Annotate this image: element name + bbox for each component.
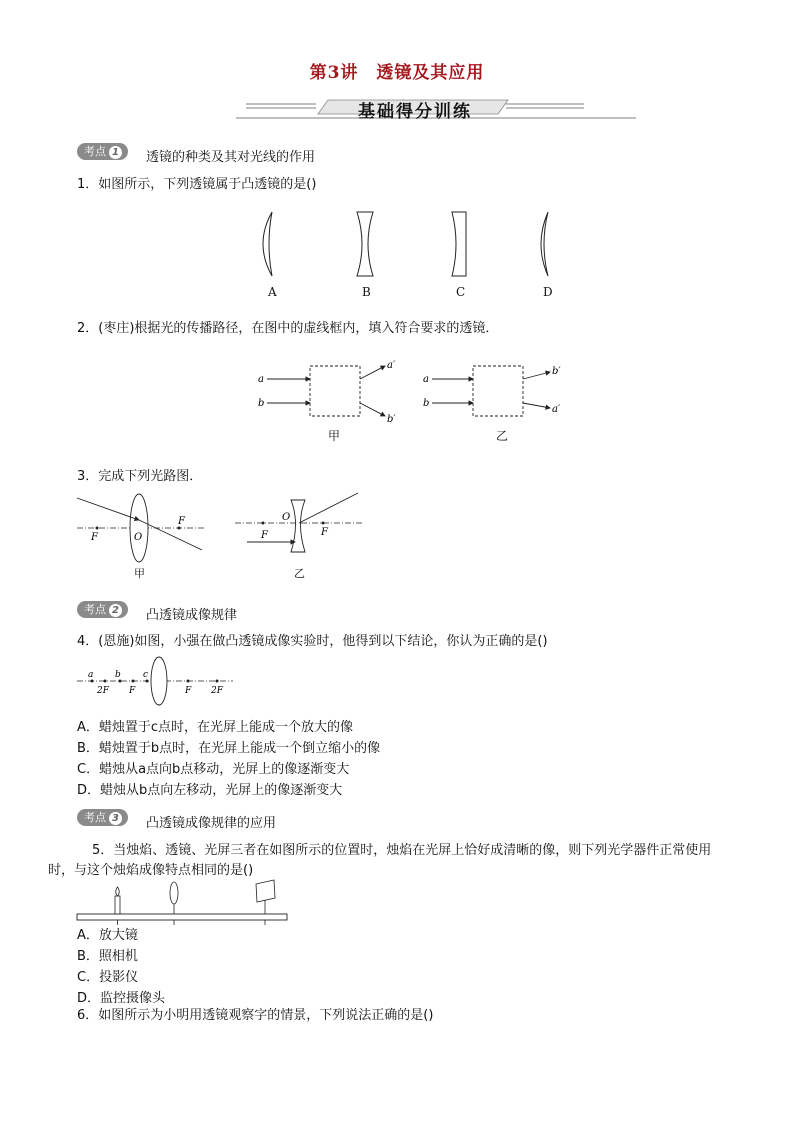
q1-lens-figure xyxy=(250,208,570,280)
section-title-2: 凸透镜成像规律 xyxy=(146,608,238,623)
q2-caption-jia: 甲 xyxy=(328,429,341,443)
q4-mark-f-right: F xyxy=(185,686,192,696)
q2-figure-jia xyxy=(255,358,575,428)
q4-option-b: B．蜡烛置于b点时，在光屏上能成一个倒立缩小的像 xyxy=(77,741,381,756)
kaodian-badge-3: 考点 3 xyxy=(77,809,128,826)
q2b-in1: a xyxy=(423,374,429,385)
q3-figures xyxy=(75,490,365,568)
banner-title: 基础得分训练 xyxy=(358,102,472,122)
q4-mark-f-left: F xyxy=(129,686,136,696)
q4-point-a: a xyxy=(88,670,94,680)
q4-mark-2f-right: 2F xyxy=(211,686,223,696)
q3b-o: O xyxy=(282,512,291,523)
question-6: 6．如图所示为小明用透镜观察字的情景，下列说法正确的是() xyxy=(77,1008,434,1023)
q1-label-b: B xyxy=(362,285,371,299)
q2b-in2: b xyxy=(423,398,430,409)
q2b-out2: a′ xyxy=(552,404,561,415)
q2a-in2: b xyxy=(258,398,265,409)
q4-option-c: C．蜡烛从a点向b点移动，光屏上的像逐渐变大 xyxy=(77,762,350,777)
question-1: 1．如图所示，下列透镜属于凸透镜的是() xyxy=(77,177,317,192)
q2a-out2: b′ xyxy=(387,414,396,425)
q4-option-d: D．蜡烛从b点向左移动，光屏上的像逐渐变大 xyxy=(77,783,343,798)
question-2: 2．(枣庄)根据光的传播路径，在图中的虚线框内，填入符合要求的透镜． xyxy=(77,321,499,336)
q5-bench-figure xyxy=(75,878,290,926)
q3a-f-right: F xyxy=(178,516,185,527)
q3a-o: O xyxy=(134,532,143,543)
q1-label-c: C xyxy=(456,285,466,299)
section-title-3: 凸透镜成像规律的应用 xyxy=(146,816,277,831)
question-3: 3．完成下列光路图． xyxy=(77,469,203,484)
q4-axis-figure xyxy=(75,654,235,706)
q3-caption-yi: 乙 xyxy=(294,567,305,580)
q3b-f-left: F xyxy=(261,530,268,541)
q5-option-c: C．投影仪 xyxy=(77,970,139,985)
q2-caption-yi: 乙 xyxy=(496,429,509,443)
question-5-line1: 5．当烛焰、透镜、光屏三者在如图所示的位置时，烛焰在光屏上恰好成清晰的像，则下列光学器件正常使用 xyxy=(92,843,712,858)
q4-point-c: c xyxy=(143,670,149,680)
q1-label-a: A xyxy=(268,285,277,299)
q1-label-d: D xyxy=(543,285,553,299)
lecture-title: 第3讲 透镜及其应用 xyxy=(309,63,485,83)
q5-option-b: B．照相机 xyxy=(77,949,138,964)
q5-option-a: A．放大镜 xyxy=(77,928,138,943)
q4-mark-2f-left: 2F xyxy=(97,686,109,696)
q5-option-d: D．监控摄像头 xyxy=(77,991,166,1006)
question-5-line2: 时，与这个烛焰成像特点相同的是() xyxy=(48,863,254,878)
kaodian-badge-2: 考点 2 xyxy=(77,601,128,618)
q4-option-a: A．蜡烛置于c点时，在光屏上能成一个放大的像 xyxy=(77,720,354,735)
q3b-f-right: F xyxy=(321,527,328,538)
question-4: 4．(恩施)如图，小强在做凸透镜成像实验时，他得到以下结论，你认为正确的是() xyxy=(77,634,548,649)
section-title-1: 透镜的种类及其对光线的作用 xyxy=(146,150,316,165)
q2b-out1: b′ xyxy=(552,366,561,377)
kaodian-badge-1: 考点 1 xyxy=(77,143,128,160)
q3a-f-left: F xyxy=(91,532,98,543)
q4-point-b: b xyxy=(115,670,121,680)
q3-caption-jia: 甲 xyxy=(134,567,145,580)
q2a-out1: a′ xyxy=(387,360,396,371)
q2a-in1: a xyxy=(258,374,264,385)
